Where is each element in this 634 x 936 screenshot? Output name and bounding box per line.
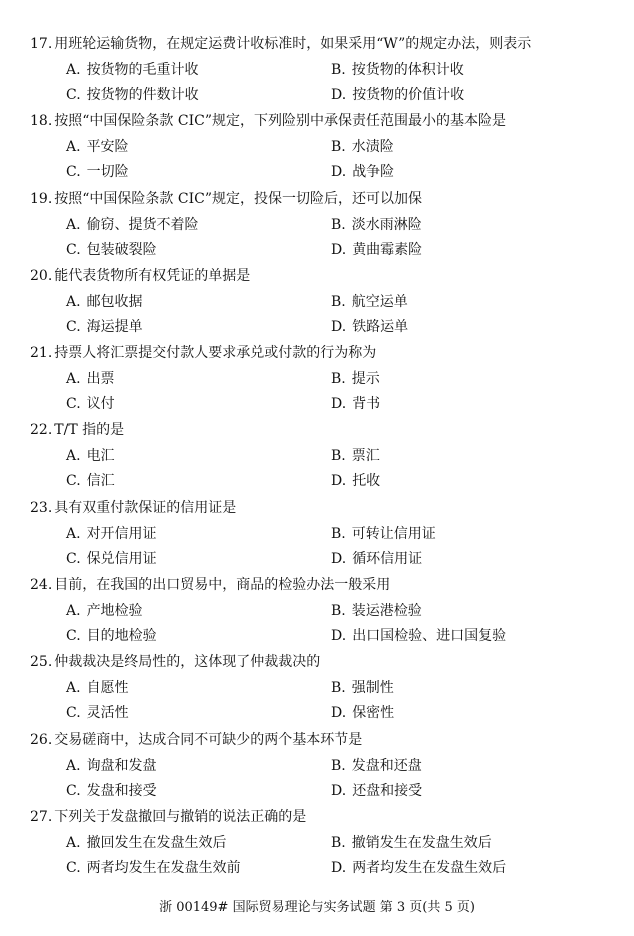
answer-option	[66, 159, 129, 185]
option-text: 按货物的体积计收	[351, 62, 464, 78]
option-text: 询盘和发盘	[86, 757, 157, 774]
option-text: 两者均发生在发盘生效后	[352, 859, 507, 876]
question-stem	[30, 804, 306, 830]
question-list	[0, 31, 634, 881]
option-letter: C.	[66, 241, 81, 258]
answer-option	[66, 134, 129, 160]
question-text: 按照“中国保险条款 CIC”规定，下列险别中承保责任范围最小的基本险是	[54, 113, 506, 130]
question-stem	[30, 649, 320, 675]
option-text: 目的地检验	[86, 628, 157, 645]
question-text: 具有双重付款保证的信用证是	[54, 499, 237, 516]
option-text: 议付	[86, 396, 115, 413]
option-text: 对开信用证	[86, 525, 157, 542]
option-letter: D.	[331, 550, 347, 567]
answer-option	[66, 521, 157, 547]
answer-option	[66, 778, 157, 804]
option-letter: A.	[66, 448, 81, 465]
option-text: 一切险	[86, 164, 129, 181]
option-letter: C.	[66, 550, 81, 567]
option-letter: D.	[331, 628, 347, 645]
answer-option	[331, 212, 422, 238]
question-number: 27.	[30, 808, 53, 825]
answer-option	[331, 314, 408, 340]
question-stem	[30, 417, 124, 443]
question-item	[0, 727, 634, 804]
option-text: 战争险	[352, 164, 395, 181]
option-text: 背书	[352, 396, 381, 413]
option-letter: C.	[66, 782, 81, 799]
answer-option	[331, 237, 422, 263]
answer-option	[66, 546, 157, 572]
option-text: 邮包收据	[86, 293, 143, 310]
option-letter: A.	[66, 293, 81, 310]
question-item	[0, 108, 634, 185]
option-letter: D.	[331, 396, 347, 413]
option-text: 铁路运单	[352, 318, 409, 335]
option-text: 还盘和接受	[352, 782, 423, 799]
question-text: 下列关于发盘撤回与撤销的说法正确的是	[54, 808, 307, 825]
option-text: 信汇	[86, 473, 115, 490]
answer-option	[66, 675, 129, 701]
option-text: 强制性	[351, 680, 394, 697]
answer-option	[331, 700, 394, 726]
option-letter: D.	[331, 241, 347, 258]
question-number: 24.	[30, 577, 53, 594]
question-text: 按照“中国保险条款 CIC”规定，投保一切险后，还可以加保	[54, 190, 422, 207]
question-number: 25.	[30, 654, 53, 671]
option-letter: B.	[331, 293, 346, 310]
answer-option	[331, 82, 464, 108]
option-letter: C.	[66, 87, 81, 103]
option-letter: A.	[66, 834, 81, 851]
question-stem	[30, 263, 250, 289]
question-item	[0, 804, 634, 881]
answer-option	[331, 521, 436, 547]
answer-option	[66, 468, 115, 494]
question-text: 能代表货物所有权凭证的单据是	[54, 267, 251, 284]
answer-option	[331, 598, 422, 624]
question-number: 20.	[30, 267, 53, 284]
option-text: 灵活性	[86, 705, 129, 722]
answer-option	[66, 855, 241, 881]
option-letter: D.	[331, 782, 347, 799]
option-letter: C.	[66, 628, 81, 645]
option-letter: C.	[66, 318, 81, 335]
option-letter: D.	[331, 87, 347, 103]
option-letter: B.	[331, 216, 346, 233]
answer-option	[66, 82, 199, 108]
option-letter: B.	[331, 603, 346, 620]
question-stem	[30, 186, 422, 212]
option-letter: B.	[331, 448, 346, 465]
answer-option	[66, 391, 115, 417]
question-text: 持票人将汇票提交付款人要求承兑或付款的行为称为	[54, 345, 377, 362]
question-item	[0, 186, 634, 263]
option-text: 撤回发生在发盘生效后	[86, 834, 227, 851]
option-text: 水渍险	[351, 139, 394, 156]
question-number: 18.	[30, 113, 53, 130]
answer-option	[66, 289, 143, 315]
option-text: 发盘和接受	[86, 782, 157, 799]
answer-option	[331, 623, 506, 649]
question-number: 26.	[30, 731, 53, 748]
answer-option	[66, 212, 199, 238]
option-text: 自愿性	[86, 680, 129, 697]
answer-option	[331, 778, 422, 804]
question-item	[0, 31, 634, 108]
option-text: 托收	[352, 473, 381, 490]
option-text: 出票	[86, 371, 115, 388]
option-letter: B.	[331, 62, 346, 78]
question-text: 目前，在我国的出口贸易中，商品的检验办法一般采用	[54, 577, 391, 594]
question-item	[0, 572, 634, 649]
question-item	[0, 495, 634, 572]
option-text: 撤销发生在发盘生效后	[351, 834, 492, 851]
option-letter: A.	[66, 62, 81, 78]
answer-option	[66, 753, 157, 779]
option-letter: D.	[331, 859, 347, 876]
option-text: 提示	[351, 371, 380, 388]
option-text: 按货物的价值计收	[352, 87, 465, 103]
option-text: 循环信用证	[352, 550, 423, 567]
option-letter: A.	[66, 371, 81, 388]
answer-option	[66, 623, 157, 649]
option-letter: B.	[331, 139, 346, 156]
question-text: 仲裁裁决是终局性的，这体现了仲裁裁决的	[54, 654, 321, 671]
question-number: 17.	[30, 36, 53, 52]
option-letter: B.	[331, 525, 346, 542]
question-number: 22.	[30, 422, 53, 439]
answer-option	[331, 753, 422, 779]
answer-option	[331, 159, 394, 185]
answer-option	[331, 443, 380, 469]
answer-option	[66, 57, 199, 83]
option-letter: D.	[331, 473, 347, 490]
option-letter: C.	[66, 859, 81, 876]
option-letter: A.	[66, 216, 81, 233]
option-letter: C.	[66, 396, 81, 413]
answer-option	[66, 598, 143, 624]
question-stem	[30, 340, 376, 366]
answer-option	[331, 830, 492, 856]
option-letter: A.	[66, 525, 81, 542]
question-stem	[30, 727, 362, 753]
option-letter: A.	[66, 603, 81, 620]
option-letter: D.	[331, 705, 347, 722]
question-number: 21.	[30, 345, 53, 362]
option-text: 保密性	[352, 705, 395, 722]
option-letter: B.	[331, 680, 346, 697]
option-text: 保兑信用证	[86, 550, 157, 567]
question-item	[0, 263, 634, 340]
answer-option	[331, 468, 380, 494]
answer-option	[331, 366, 380, 392]
option-letter: C.	[66, 164, 81, 181]
answer-option	[66, 314, 143, 340]
option-text: 票汇	[351, 448, 380, 465]
question-item	[0, 649, 634, 726]
option-letter: A.	[66, 680, 81, 697]
option-text: 可转让信用证	[351, 525, 436, 542]
answer-option	[66, 700, 129, 726]
option-text: 两者均发生在发盘生效前	[86, 859, 241, 876]
answer-option	[331, 289, 408, 315]
answer-option	[331, 675, 394, 701]
option-text: 电汇	[86, 448, 115, 465]
option-letter: B.	[331, 371, 346, 388]
question-stem	[30, 495, 236, 521]
option-text: 淡水雨淋险	[351, 216, 422, 233]
option-letter: C.	[66, 473, 81, 490]
option-letter: B.	[331, 757, 346, 774]
option-text: 海运提单	[86, 318, 143, 335]
option-text: 包装破裂险	[86, 241, 157, 258]
question-number: 23.	[30, 499, 53, 516]
option-text: 产地检验	[86, 603, 143, 620]
question-text: 用班轮运输货物，在规定运费计收标准时，如果采用“W”的规定办法，则表示	[54, 36, 532, 52]
option-text: 按货物的毛重计收	[86, 62, 199, 78]
page-footer: 浙 00149# 国际贸易理论与实务试题 第 3 页(共 5 页)	[159, 900, 475, 915]
answer-option	[66, 830, 227, 856]
option-letter: D.	[331, 318, 347, 335]
question-item	[0, 417, 634, 494]
option-text: 平安险	[86, 139, 129, 156]
answer-option	[331, 546, 422, 572]
question-stem	[30, 572, 390, 598]
option-letter: D.	[331, 164, 347, 181]
question-number: 19.	[30, 190, 53, 207]
answer-option	[331, 855, 506, 881]
answer-option	[66, 366, 115, 392]
question-item	[0, 340, 634, 417]
option-letter: A.	[66, 757, 81, 774]
option-text: 出口国检验、进口国复验	[352, 628, 507, 645]
question-text: T/T 指的是	[54, 422, 125, 439]
option-letter: B.	[331, 834, 346, 851]
option-text: 黄曲霉素险	[352, 241, 423, 258]
option-text: 发盘和还盘	[351, 757, 422, 774]
option-text: 装运港检验	[351, 603, 422, 620]
answer-option	[66, 237, 157, 263]
option-letter: A.	[66, 139, 81, 156]
answer-option	[331, 391, 380, 417]
answer-option	[66, 443, 115, 469]
question-text: 交易磋商中，达成合同不可缺少的两个基本环节是	[54, 731, 363, 748]
question-stem	[30, 31, 531, 57]
answer-option	[331, 57, 464, 83]
option-text: 偷窃、提货不着险	[86, 216, 199, 233]
option-text: 航空运单	[351, 293, 408, 310]
option-letter: C.	[66, 705, 81, 722]
answer-option	[331, 134, 394, 160]
option-text: 按货物的件数计收	[86, 87, 199, 103]
question-stem	[30, 108, 506, 134]
